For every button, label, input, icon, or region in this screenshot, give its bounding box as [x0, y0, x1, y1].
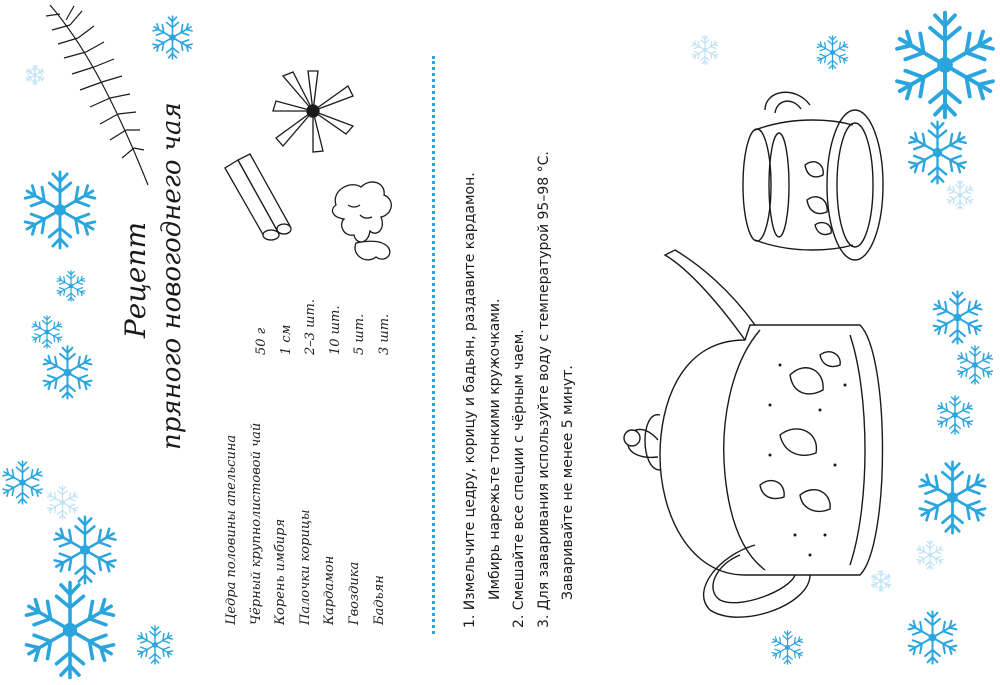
star-anise-icon — [268, 66, 358, 156]
section-divider — [432, 56, 435, 634]
snowflake-icon — [135, 625, 175, 665]
snowflake-icon — [915, 460, 990, 535]
step-line: 2. Смешайте все специи с чёрным чаем. — [511, 329, 527, 628]
snowflake-icon — [890, 10, 1000, 120]
ingredient-amount: 5 шт. — [352, 313, 368, 355]
ingredient-name: Чёрный крупнолистовой чай — [248, 422, 264, 625]
ginger-root-icon — [326, 175, 401, 270]
ingredient-name: Корень имбиря — [273, 518, 289, 625]
snowflake-icon — [935, 395, 975, 435]
snowflake-icon — [955, 345, 995, 385]
ingredient-amount: 2–3 шт. — [303, 299, 319, 355]
snowflake-icon — [815, 35, 850, 70]
ingredient-name: Палочки корицы — [297, 509, 313, 625]
ingredient-amount: 10 шт. — [327, 305, 343, 355]
snowflake-icon — [25, 65, 45, 85]
snowflake-icon — [20, 580, 120, 680]
ingredient-name: Гвоздика — [346, 561, 362, 625]
step-line: 1. Измельчите цедру, корицу и бадьян, раздавите кардамон. — [462, 172, 478, 628]
snowflake-icon — [150, 15, 195, 60]
step-line: Имбирь нарежьте тонкими кружочками. — [486, 298, 503, 600]
ingredient-amount: 50 г — [254, 327, 269, 355]
snowflake-icon — [905, 120, 970, 185]
title-line-2: пряного новогоднего чая — [157, 102, 187, 450]
snowflake-icon — [770, 630, 805, 665]
ingredient-name: Бадьян — [371, 575, 387, 625]
snowflake-icon — [40, 345, 95, 400]
ingredient-name: Цедра половины апельсина — [224, 434, 239, 625]
snowflake-icon — [930, 290, 985, 345]
snowflake-icon — [690, 35, 720, 65]
snowflake-icon — [870, 570, 892, 592]
ingredient-name: Кардамон — [322, 555, 338, 625]
snowflake-icon — [905, 610, 960, 665]
snowflake-icon — [915, 540, 945, 570]
ingredient-amount: 3 шт. — [376, 313, 392, 355]
snowflake-icon — [50, 515, 120, 585]
cinnamon-sticks-icon — [220, 148, 300, 248]
snowflake-icon — [20, 170, 100, 250]
ingredient-names — [220, 423, 392, 625]
snowflake-icon — [945, 180, 975, 210]
snowflake-icon — [55, 270, 87, 302]
title-line-1: Рецепт — [119, 221, 152, 339]
ingredient-amount: 1 см — [278, 324, 294, 355]
recipe-steps — [458, 151, 581, 628]
step-line: 3. Для заваривания используйте воду с температурой 95–98 °С. — [535, 151, 552, 628]
step-line: Заваривайте не менее 5 минут. — [560, 365, 576, 600]
snowflake-icon — [30, 315, 64, 349]
snowflake-icon — [0, 460, 45, 505]
ingredient-amounts — [250, 299, 398, 355]
recipe-title — [118, 102, 190, 450]
teapot-icon — [620, 245, 895, 625]
